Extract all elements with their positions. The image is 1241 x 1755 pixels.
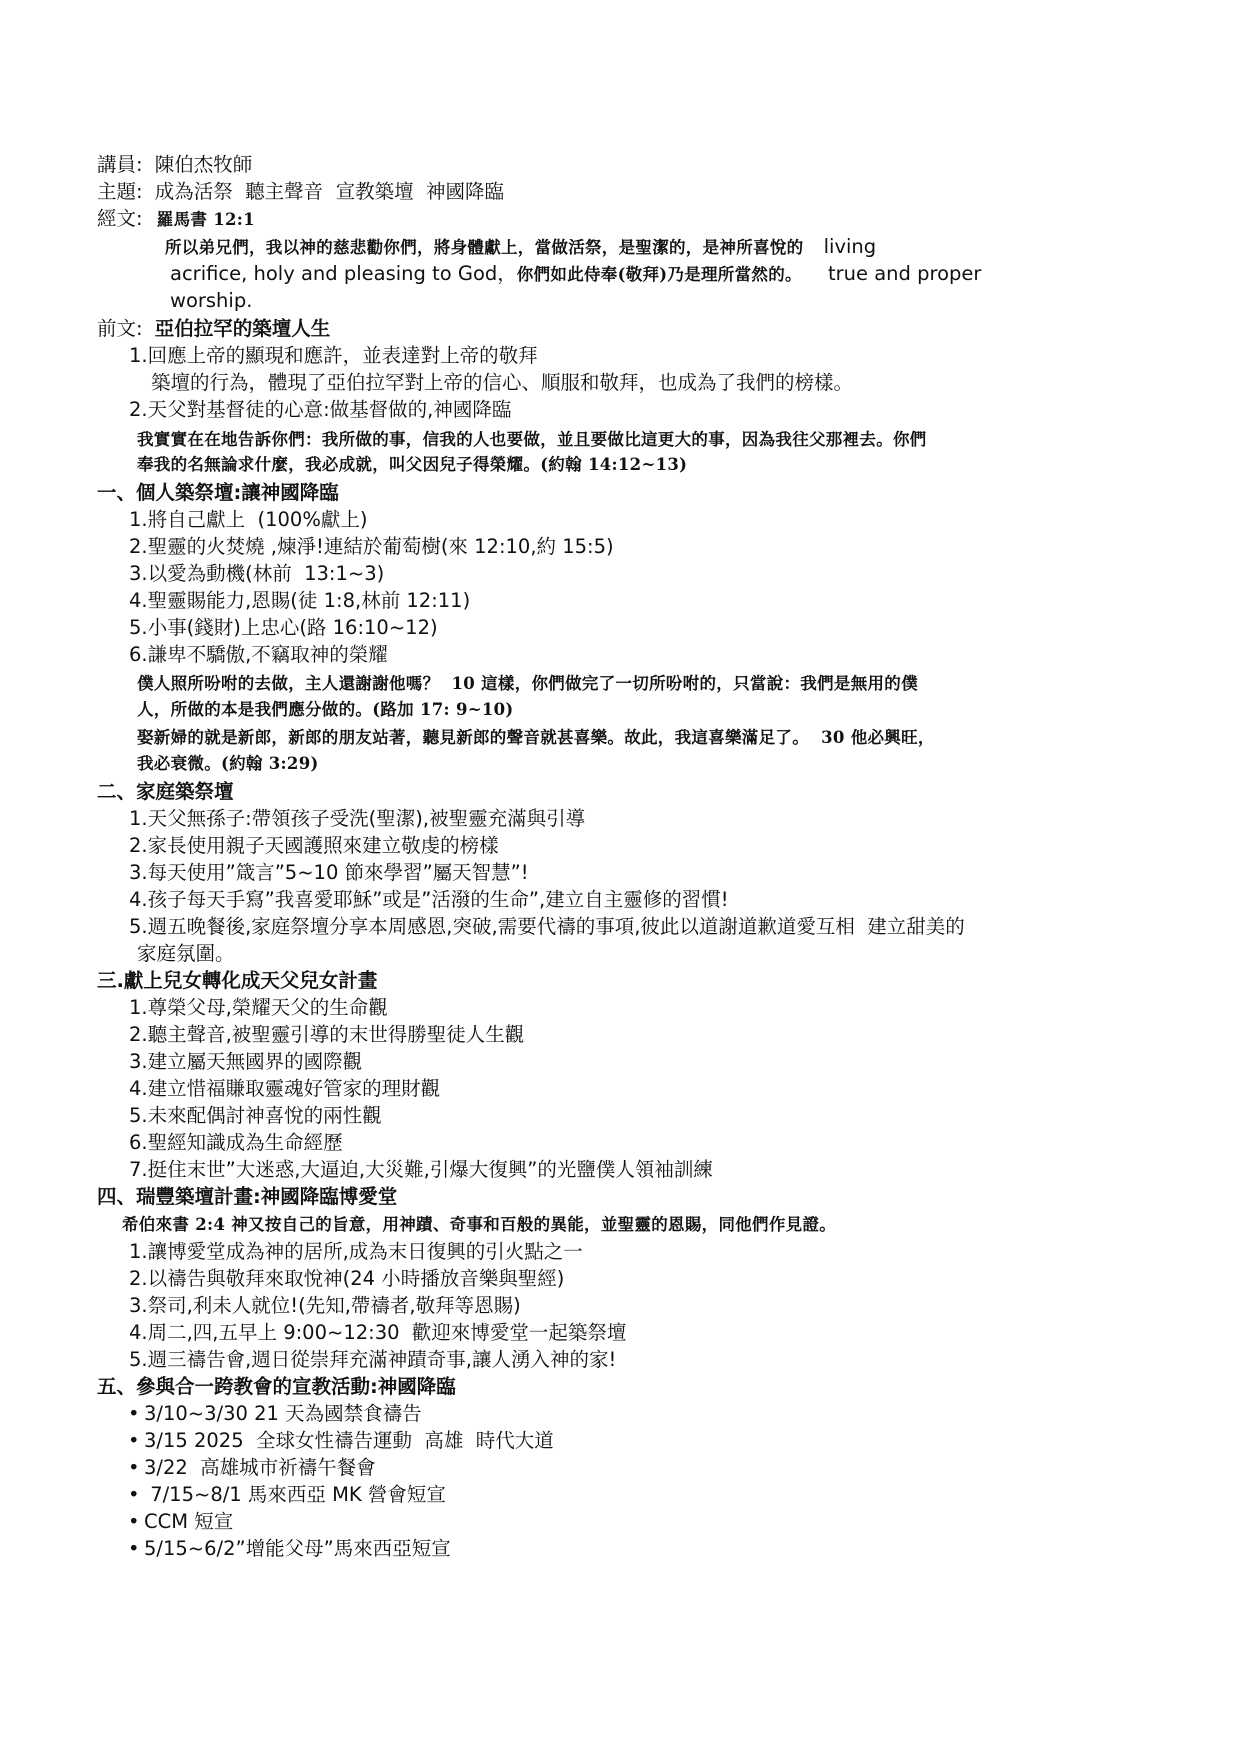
scripture-label: 經文: [97, 207, 143, 230]
section-2-item-cont: 家庭氛圍。 [137, 942, 235, 965]
section-2-item: 5.週五晚餐後,家庭祭壇分享本周感恩,突破,需要代禱的事項,彼此以道謝道歉道愛互相 建立甜美的 [129, 915, 965, 938]
bullet-text: 7/15~8/1 馬來西亞 MK 營會短宣 [144, 1483, 446, 1506]
section-4-title: 四、瑞豐築壇計畫:神國降臨博愛堂 [97, 1185, 398, 1208]
preface-heading [97, 316, 330, 342]
section-1-quote-2a: 娶新婦的就是新郎，新郎的朋友站著，聽見新郎的聲音就甚喜樂。故此，我這喜樂滿足了。 30 他必興旺， [137, 728, 935, 747]
section-1-quote-1b: 人，所做的本是我們應分做的。(路加 17: 9~10) [137, 700, 514, 719]
bullet-text: 5/15~6/2”增能父母”馬來西亞短宣 [144, 1537, 451, 1560]
scripture-text-line-1 [165, 234, 876, 261]
section-3-item: 1.尊榮父母,榮耀天父的生命觀 [129, 996, 388, 1019]
bullet-text: 3/10~3/30 21 天為國禁食禱告 [144, 1402, 422, 1425]
scripture-zh-1: 所以弟兄們，我以神的慈悲勸你們，將身體獻上，當做活祭，是聖潔的，是神所喜悅的 [165, 238, 804, 257]
section-2-item: 4.孩子每天手寫”我喜愛耶穌”或是”活潑的生命”,建立自主靈修的習慣! [129, 888, 729, 911]
scripture-line [97, 206, 255, 233]
section-2-title: 二、家庭築祭壇 [97, 780, 234, 803]
section-1-item: 1.將自己獻上 (100%獻上) [129, 508, 368, 531]
section-3-item: 5.未來配偶討神喜悅的兩性觀 [129, 1104, 382, 1127]
section-5-title: 五、參與合一跨教會的宣教活動:神國降臨 [97, 1375, 456, 1398]
section-4-item: 2.以禱告與敬拜來取悅神(24 小時播放音樂與聖經) [129, 1267, 565, 1290]
section-3-item: 7.挺住末世”大迷惑,大逼迫,大災難,引爆大復興”的光鹽僕人領袖訓練 [129, 1158, 713, 1181]
section-1-item: 4.聖靈賜能力,恩賜(徒 1:8,林前 12:11) [129, 589, 471, 612]
scripture-en-2b: true and proper [828, 262, 982, 285]
section-2-item: 1.天父無孫子:帶領孩子受洗(聖潔),被聖靈充滿與引導 [129, 807, 586, 830]
section-5-bullet-item [128, 1401, 422, 1427]
bullet-text: 3/22 高雄城市祈禱午餐會 [144, 1456, 376, 1479]
section-5-bullet-item [128, 1509, 233, 1535]
bullet-text: 3/15 2025 全球女性禱告運動 高雄 時代大道 [144, 1429, 554, 1452]
section-1-quote-1a: 僕人照所吩咐的去做，主人還謝謝他嗎？ 10 這樣，你們做完了一切所吩咐的，只當說：我們是無用的僕 [137, 674, 918, 693]
section-4-item: 1.讓博愛堂成為神的居所,成為末日復興的引火點之一 [129, 1240, 583, 1263]
bullet-icon: • [128, 1402, 140, 1425]
section-4-item: 3.祭司,利未人就位!(先知,帶禱者,敬拜等恩賜) [129, 1294, 521, 1317]
speaker-label: 講員: [97, 153, 143, 176]
scripture-en-3: worship. [170, 289, 253, 312]
bullet-icon: • [128, 1456, 140, 1479]
bullet-icon: • [128, 1510, 140, 1533]
bullet-text: CCM 短宣 [144, 1510, 234, 1533]
section-2-item: 2.家長使用親子天國護照來建立敬虔的榜樣 [129, 834, 499, 857]
preface-quote-2: 奉我的名無論求什麼，我必成就，叫父因兒子得榮耀。(約翰 14:12~13) [137, 455, 688, 474]
section-1-title: 一、個人築祭壇:讓神國降臨 [97, 481, 339, 504]
section-1-item: 2.聖靈的火焚燒 ,煉淨!連結於葡萄樹(來 12:10,約 15:5) [129, 535, 614, 558]
preface-title: 亞伯拉罕的築壇人生 [154, 317, 331, 340]
theme-label: 主題: [97, 180, 143, 203]
preface-quote-1: 我實實在在地告訴你們：我所做的事，信我的人也要做，並且要做比這更大的事，因為我往父那裡去。你們 [137, 430, 927, 449]
section-3-item: 3.建立屬天無國界的國際觀 [129, 1050, 363, 1073]
preface-label: 前文: [97, 317, 143, 340]
theme-text: 成為活祭 聽主聲音 宣教築壇 神國降臨 [154, 180, 504, 203]
section-3-item: 2.聽主聲音,被聖靈引導的末世得勝聖徒人生觀 [129, 1023, 525, 1046]
scripture-zh-2: 你們如此侍奉(敬拜)乃是理所當然的。 [516, 265, 802, 284]
section-3-item: 6.聖經知識成為生命經歷 [129, 1131, 343, 1154]
section-4-item: 5.週三禱告會,週日從崇拜充滿神蹟奇事,讓人湧入神的家! [129, 1348, 617, 1371]
speaker-name: 陳伯杰牧師 [154, 153, 253, 176]
section-4-item: 4.周二,四,五早上 9:00~12:30 歡迎來博愛堂一起築祭壇 [129, 1321, 627, 1344]
bullet-icon: • [128, 1483, 140, 1506]
section-2-item: 3.每天使用”箴言”5~10 節來學習”屬天智慧”! [129, 861, 529, 884]
scripture-text-line-3 [170, 288, 252, 314]
section-5-bullet-item [128, 1455, 376, 1481]
speaker-line [97, 152, 252, 178]
scripture-ref: 羅馬書 12:1 [156, 210, 255, 229]
section-4-quote: 希伯來書 2:4 神又按自己的旨意，用神蹟、奇事和百般的異能，並聖靈的恩賜，同他們作見證。 [122, 1215, 837, 1234]
bullet-icon: • [128, 1537, 140, 1560]
section-1-item: 5.小事(錢財)上忠心(路 16:10~12) [129, 616, 438, 639]
theme-line [97, 179, 504, 205]
section-3-title: 三.獻上兒女轉化成天父兒女計畫 [97, 969, 378, 992]
section-5-bullet-item [128, 1482, 446, 1508]
scripture-en-1: living [823, 235, 877, 258]
section-3-item: 4.建立惜福賺取靈魂好管家的理財觀 [129, 1077, 441, 1100]
section-5-bullet-item [128, 1536, 451, 1562]
section-1-quote-2b: 我必衰微。(約翰 3:29) [137, 754, 319, 773]
section-1-item: 3.以愛為動機(林前 13:1~3) [129, 562, 385, 585]
scripture-text-line-2 [170, 261, 981, 288]
scripture-en-2: acrifice, holy and pleasing to God， [170, 262, 517, 285]
section-1-item: 6.謙卑不驕傲,不竊取神的榮耀 [129, 643, 388, 666]
preface-item-1-cont: 築壇的行為，體現了亞伯拉罕對上帝的信心、順服和敬拜，也成為了我們的榜樣。 [151, 371, 854, 394]
bullet-icon: • [128, 1429, 140, 1452]
section-5-bullet-item [128, 1428, 554, 1454]
preface-item-1: 1.回應上帝的顯現和應許，並表達對上帝的敬拜 [129, 344, 538, 367]
preface-item-2: 2.天父對基督徒的心意:做基督做的,神國降臨 [129, 398, 512, 421]
